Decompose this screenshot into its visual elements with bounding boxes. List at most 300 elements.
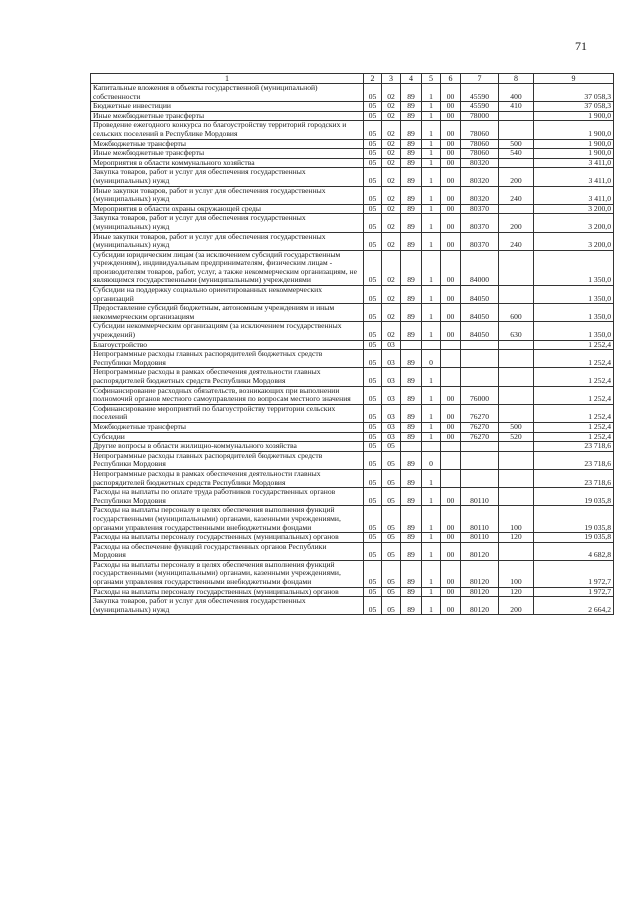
row-name: Расходы на выплаты персоналу в целях обеспечения выполнения функций государственными (муниципальными) органами, казенными учреждениями, органами управления государственными внебюджетными фондами [91,560,364,587]
expense-type-code: 240 [499,186,534,204]
item-code [441,442,461,452]
item-code: 00 [441,533,461,543]
direction-code: 78060 [461,139,499,149]
direction-code: 84000 [461,250,499,285]
program-code: 89 [401,158,422,168]
program-code: 89 [401,597,422,615]
expense-type-code: 520 [499,432,534,442]
budget-table [90,73,614,615]
direction-code: 84050 [461,304,499,322]
subprogram-code: 1 [422,139,441,149]
amount: 4 682,8 [534,542,614,560]
program-code: 89 [401,368,422,386]
table-row [91,533,614,543]
table-row [91,322,614,340]
program-code: 89 [401,139,422,149]
item-code [441,451,461,469]
section-code: 05 [364,149,382,159]
amount: 1 252,4 [534,432,614,442]
program-code: 89 [401,168,422,186]
program-code: 89 [401,250,422,285]
expense-type-code: 100 [499,506,534,533]
subsection-code: 02 [382,250,401,285]
row-name: Мероприятия в области охраны окружающей среды [91,204,364,214]
section-code: 05 [364,214,382,232]
subprogram-code: 0 [422,451,441,469]
expense-type-code: 200 [499,168,534,186]
row-name: Непрограммные расходы в рамках обеспечения деятельности главных распорядителей бюджетных средств Республики Мордовия [91,368,364,386]
direction-code: 78060 [461,149,499,159]
direction-code [461,368,499,386]
table-row [91,488,614,506]
direction-code [461,469,499,487]
subsection-code: 05 [382,560,401,587]
subsection-code: 02 [382,232,401,250]
subprogram-code: 1 [422,84,441,102]
subsection-code: 02 [382,158,401,168]
program-code: 89 [401,542,422,560]
program-code [401,442,422,452]
subsection-code: 05 [382,442,401,452]
section-code: 05 [364,121,382,139]
expense-type-code: 200 [499,597,534,615]
expense-type-code [499,469,534,487]
subsection-code: 05 [382,542,401,560]
amount: 23 718,6 [534,469,614,487]
program-code: 89 [401,322,422,340]
expense-type-code: 600 [499,304,534,322]
row-name: Расходы на выплаты персоналу в целях обеспечения выполнения функций государственными (муниципальными) органами, казенными учреждениями, органами управления государственными внебюджетными фондами [91,506,364,533]
direction-code: 80110 [461,506,499,533]
expense-type-code: 630 [499,322,534,340]
amount: 1 252,4 [534,350,614,368]
subprogram-code: 1 [422,158,441,168]
subprogram-code: 1 [422,232,441,250]
subsection-code: 05 [382,533,401,543]
table-row [91,404,614,422]
item-code: 00 [441,597,461,615]
table-row [91,442,614,452]
direction-code: 45590 [461,102,499,112]
table-header-row [91,74,614,84]
expense-type-code: 500 [499,139,534,149]
subprogram-code: 1 [422,560,441,587]
table-row [91,204,614,214]
row-name: Межбюджетные трансферты [91,422,364,432]
subprogram-code: 1 [422,168,441,186]
amount: 3 200,0 [534,204,614,214]
program-code: 89 [401,232,422,250]
row-name: Закупка товаров, работ и услуг для обеспечения государственных (муниципальных) нужд [91,168,364,186]
row-name: Иные закупки товаров, работ и услуг для обеспечения государственных (муниципальных) нужд [91,186,364,204]
expense-type-code: 120 [499,587,534,597]
subsection-code: 02 [382,121,401,139]
direction-code: 80110 [461,488,499,506]
amount: 1 252,4 [534,340,614,350]
subsection-code: 02 [382,139,401,149]
section-code: 05 [364,368,382,386]
amount: 1 252,4 [534,386,614,404]
program-code: 89 [401,111,422,121]
amount: 1 900,0 [534,111,614,121]
column-header: 1 [91,74,364,84]
amount: 1 252,4 [534,422,614,432]
table-row [91,542,614,560]
row-name: Непрограммные расходы в рамках обеспечения деятельности главных распорядителей бюджетных средств Республики Мордовия [91,469,364,487]
item-code: 00 [441,232,461,250]
subsection-code: 02 [382,84,401,102]
program-code: 89 [401,186,422,204]
table-row [91,84,614,102]
item-code: 00 [441,102,461,112]
expense-type-code: 540 [499,149,534,159]
program-code: 89 [401,149,422,159]
subprogram-code: 1 [422,469,441,487]
row-name: Капитальные вложения в объекты государственной (муниципальной) собственности [91,84,364,102]
expense-type-code [499,488,534,506]
column-header: 5 [422,74,441,84]
subprogram-code: 1 [422,214,441,232]
expense-type-code [499,250,534,285]
section-code: 05 [364,286,382,304]
program-code: 89 [401,304,422,322]
row-name: Проведение ежегодного конкурса по благоустройству территорий городских и сельских поселений в Республике Мордовия [91,121,364,139]
direction-code: 45590 [461,84,499,102]
item-code: 00 [441,250,461,285]
program-code [401,340,422,350]
section-code: 05 [364,451,382,469]
subsection-code: 03 [382,386,401,404]
table-row [91,506,614,533]
direction-code: 78060 [461,121,499,139]
table-row [91,102,614,112]
item-code [441,350,461,368]
expense-type-code [499,442,534,452]
subprogram-code: 1 [422,304,441,322]
item-code: 00 [441,111,461,121]
table-row [91,560,614,587]
expense-type-code [499,404,534,422]
program-code: 89 [401,469,422,487]
table-row [91,386,614,404]
row-name: Мероприятия в области коммунального хозяйства [91,158,364,168]
program-code: 89 [401,121,422,139]
amount: 1 350,0 [534,322,614,340]
subsection-code: 02 [382,214,401,232]
program-code: 89 [401,386,422,404]
direction-code: 80110 [461,533,499,543]
expense-type-code: 500 [499,422,534,432]
amount: 1 900,0 [534,139,614,149]
column-header: 4 [401,74,422,84]
item-code: 00 [441,149,461,159]
section-code: 05 [364,158,382,168]
table-row [91,350,614,368]
table-row [91,250,614,285]
program-code: 89 [401,587,422,597]
table-row [91,304,614,322]
direction-code: 80120 [461,587,499,597]
row-name: Софинансирование мероприятий по благоустройству территории сельских поселений [91,404,364,422]
subsection-code: 03 [382,340,401,350]
amount: 3 200,0 [534,232,614,250]
section-code: 05 [364,404,382,422]
section-code: 05 [364,542,382,560]
section-code: 05 [364,250,382,285]
table-row [91,149,614,159]
table-row [91,340,614,350]
table-row [91,432,614,442]
item-code: 00 [441,506,461,533]
section-code: 05 [364,587,382,597]
table-row [91,111,614,121]
direction-code: 76270 [461,422,499,432]
subsection-code: 02 [382,322,401,340]
row-name: Расходы на выплаты персоналу государственных (муниципальных) органов [91,587,364,597]
program-code: 89 [401,214,422,232]
table-row [91,168,614,186]
direction-code: 78000 [461,111,499,121]
subprogram-code: 1 [422,597,441,615]
section-code: 05 [364,111,382,121]
expense-type-code [499,451,534,469]
section-code: 05 [364,168,382,186]
row-name: Закупка товаров, работ и услуг для обеспечения государственных (муниципальных) нужд [91,214,364,232]
program-code: 89 [401,432,422,442]
program-code: 89 [401,286,422,304]
section-code: 05 [364,488,382,506]
row-name: Расходы на обеспечение функций государственных органов Республики Мордовия [91,542,364,560]
amount: 37 058,3 [534,84,614,102]
expense-type-code: 200 [499,214,534,232]
item-code: 00 [441,139,461,149]
expense-type-code: 410 [499,102,534,112]
row-name: Расходы на выплаты персоналу государственных (муниципальных) органов [91,533,364,543]
row-name: Непрограммные расходы главных распорядителей бюджетных средств Республики Мордовия [91,451,364,469]
row-name: Софинансирование расходных обязательств, возникающих при выполнении полномочий органов местного самоуправления по вопросам местного значения [91,386,364,404]
direction-code: 80320 [461,158,499,168]
section-code: 05 [364,533,382,543]
expense-type-code [499,340,534,350]
column-header: 8 [499,74,534,84]
subprogram-code: 1 [422,186,441,204]
program-code: 89 [401,84,422,102]
section-code: 05 [364,469,382,487]
direction-code: 80370 [461,214,499,232]
table-row [91,587,614,597]
direction-code: 80120 [461,597,499,615]
section-code: 05 [364,204,382,214]
row-name: Субсидии [91,432,364,442]
row-name: Субсидии на поддержку социально ориентированных некоммерческих организаций [91,286,364,304]
direction-code: 80320 [461,168,499,186]
subprogram-code: 1 [422,286,441,304]
table-row [91,214,614,232]
direction-code: 84050 [461,286,499,304]
direction-code: 80370 [461,204,499,214]
table-row [91,121,614,139]
table-row [91,158,614,168]
expense-type-code [499,111,534,121]
item-code: 00 [441,214,461,232]
direction-code [461,350,499,368]
subprogram-code: 1 [422,250,441,285]
subprogram-code: 1 [422,533,441,543]
item-code: 00 [441,587,461,597]
subprogram-code: 1 [422,111,441,121]
amount: 3 200,0 [534,214,614,232]
amount: 1 350,0 [534,304,614,322]
expense-type-code [499,542,534,560]
subprogram-code: 1 [422,432,441,442]
amount: 3 411,0 [534,186,614,204]
expense-type-code: 240 [499,232,534,250]
item-code: 00 [441,84,461,102]
amount: 37 058,3 [534,102,614,112]
item-code: 00 [441,386,461,404]
row-name: Благоустройство [91,340,364,350]
direction-code [461,442,499,452]
section-code: 05 [364,560,382,587]
row-name: Иные межбюджетные трансферты [91,111,364,121]
subprogram-code: 1 [422,102,441,112]
subprogram-code [422,340,441,350]
column-header: 7 [461,74,499,84]
item-code: 00 [441,422,461,432]
item-code: 00 [441,304,461,322]
subsection-code: 02 [382,111,401,121]
subsection-code: 05 [382,597,401,615]
subprogram-code: 1 [422,488,441,506]
direction-code: 80120 [461,560,499,587]
column-header: 9 [534,74,614,84]
expense-type-code [499,350,534,368]
subsection-code: 02 [382,186,401,204]
subprogram-code: 1 [422,587,441,597]
program-code: 89 [401,506,422,533]
section-code: 05 [364,340,382,350]
program-code: 89 [401,422,422,432]
subsection-code: 02 [382,204,401,214]
subprogram-code [422,442,441,452]
program-code: 89 [401,204,422,214]
direction-code: 76270 [461,404,499,422]
amount: 1 972,7 [534,560,614,587]
column-header: 2 [364,74,382,84]
subprogram-code: 1 [422,322,441,340]
expense-type-code [499,286,534,304]
section-code: 05 [364,506,382,533]
section-code: 05 [364,350,382,368]
expense-type-code [499,368,534,386]
direction-code: 84050 [461,322,499,340]
table-row [91,469,614,487]
expense-type-code [499,204,534,214]
amount: 1 972,7 [534,587,614,597]
subprogram-code: 0 [422,350,441,368]
section-code: 05 [364,322,382,340]
section-code: 05 [364,432,382,442]
expense-type-code: 400 [499,84,534,102]
section-code: 05 [364,442,382,452]
subsection-code: 03 [382,350,401,368]
table-row [91,597,614,615]
column-header: 6 [441,74,461,84]
subprogram-code: 1 [422,149,441,159]
amount: 1 350,0 [534,286,614,304]
row-name: Закупка товаров, работ и услуг для обеспечения государственных (муниципальных) нужд [91,597,364,615]
table-row [91,422,614,432]
row-name: Межбюджетные трансферты [91,139,364,149]
item-code: 00 [441,542,461,560]
item-code [441,340,461,350]
item-code: 00 [441,158,461,168]
direction-code: 76270 [461,432,499,442]
amount: 19 035,8 [534,506,614,533]
section-code: 05 [364,386,382,404]
program-code: 89 [401,350,422,368]
amount: 1 252,4 [534,368,614,386]
expense-type-code [499,121,534,139]
table-row [91,186,614,204]
expense-type-code [499,386,534,404]
program-code: 89 [401,451,422,469]
table-row [91,232,614,250]
subsection-code: 05 [382,506,401,533]
direction-code [461,340,499,350]
subprogram-code: 1 [422,422,441,432]
item-code: 00 [441,186,461,204]
section-code: 05 [364,139,382,149]
subsection-code: 05 [382,451,401,469]
section-code: 05 [364,84,382,102]
subsection-code: 02 [382,304,401,322]
section-code: 05 [364,232,382,250]
amount: 23 718,6 [534,442,614,452]
table-row [91,368,614,386]
table-row [91,451,614,469]
page-number: 71 [575,39,587,53]
expense-type-code [499,158,534,168]
row-name: Иные межбюджетные трансферты [91,149,364,159]
item-code: 00 [441,404,461,422]
program-code: 89 [401,533,422,543]
subsection-code: 03 [382,404,401,422]
subsection-code: 03 [382,422,401,432]
row-name: Другие вопросы в области жилищно-коммунального хозяйства [91,442,364,452]
direction-code: 80370 [461,232,499,250]
item-code: 00 [441,322,461,340]
subsection-code: 02 [382,168,401,186]
item-code [441,368,461,386]
amount: 1 900,0 [534,149,614,159]
subprogram-code: 1 [422,404,441,422]
amount: 3 411,0 [534,168,614,186]
row-name: Предоставление субсидий бюджетным, автономным учреждениям и иным некоммерческим организациям [91,304,364,322]
item-code: 00 [441,204,461,214]
program-code: 89 [401,488,422,506]
amount: 3 411,0 [534,158,614,168]
item-code [441,469,461,487]
section-code: 05 [364,304,382,322]
direction-code: 76000 [461,386,499,404]
row-name: Субсидии некоммерческим организациям (за исключением государственных учреждений) [91,322,364,340]
amount: 1 900,0 [534,121,614,139]
section-code: 05 [364,597,382,615]
subsection-code: 05 [382,488,401,506]
item-code: 00 [441,488,461,506]
item-code: 00 [441,560,461,587]
